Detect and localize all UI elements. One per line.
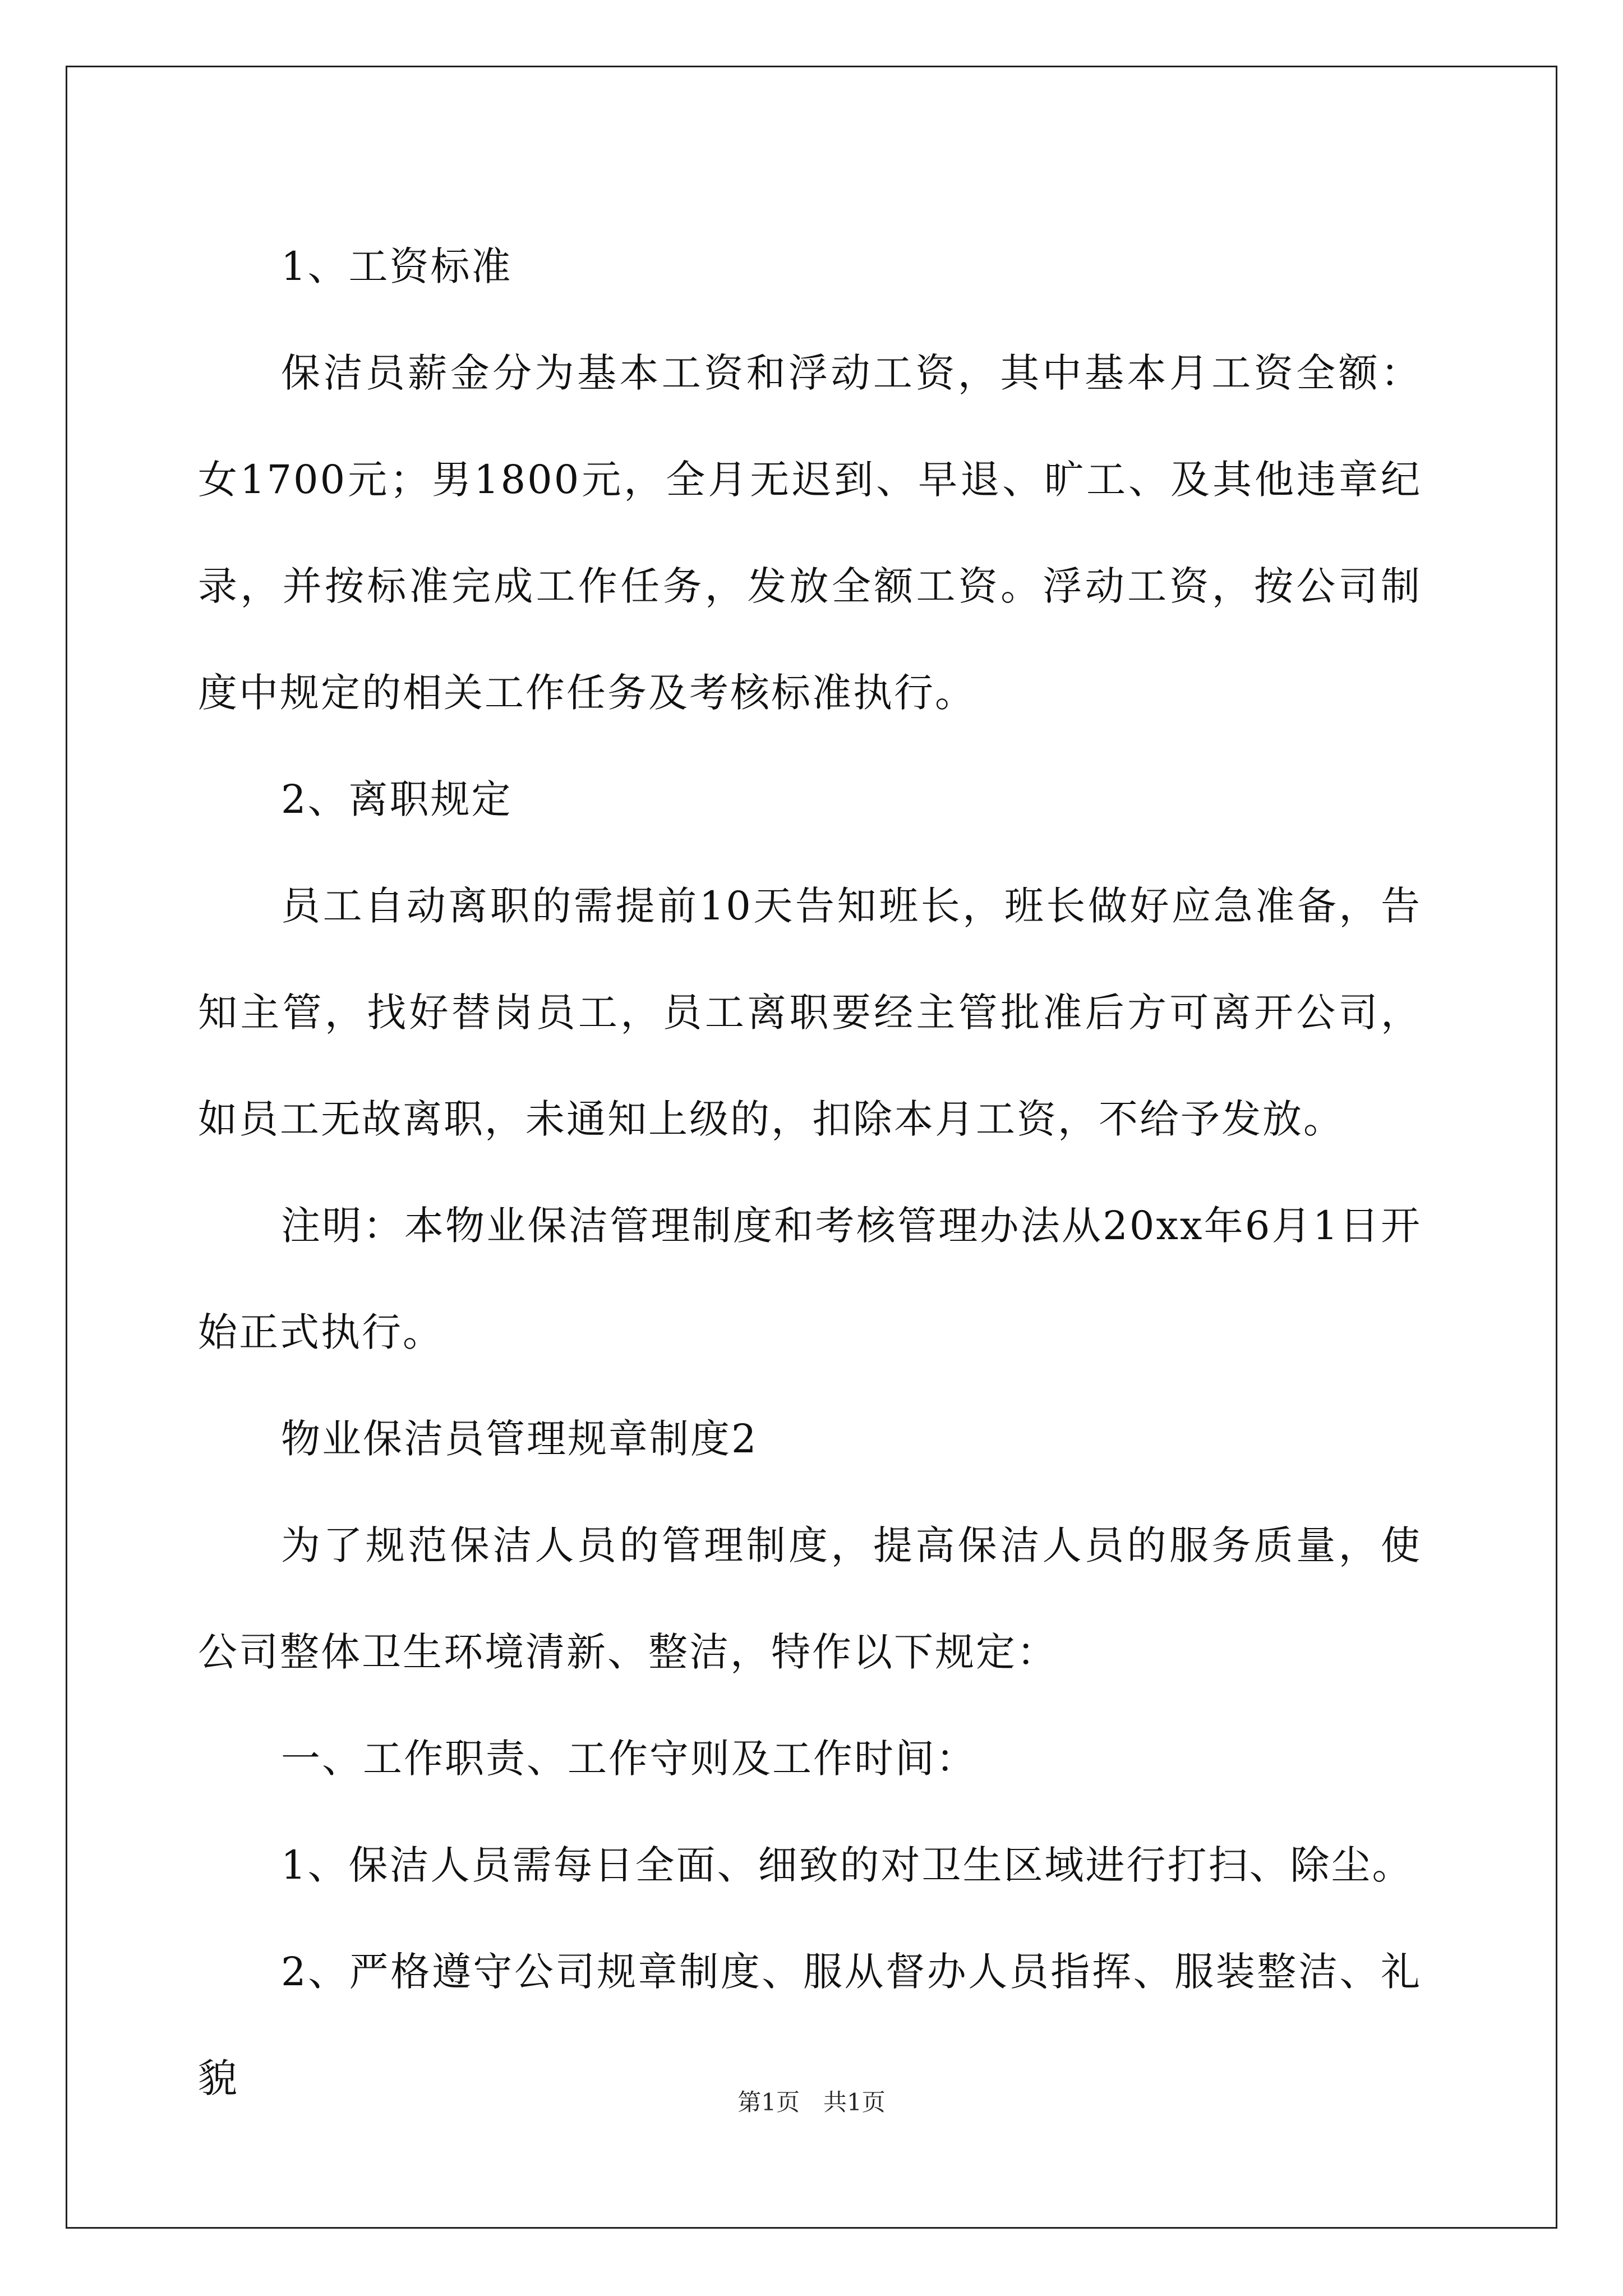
section-heading-duties: 一、工作职责、工作守则及工作时间：	[281, 1736, 977, 1782]
document-subtitle: 物业保洁员管理规章制度2	[281, 1416, 758, 1462]
paragraph-wage-details: 保洁员薪金分为基本工资和浮动工资，其中基本月工资全额：女1700元；男1800元，全月无迟到、早退、旷工、及其他违章纪录，并按标准完成工作任务，发放全额工资。浮动工资，按公司制度中规定的相关工作任务及考核标准执行。	[198, 350, 1422, 716]
page-footer	[0, 2086, 1623, 2119]
paragraph-resignation-details: 员工自动离职的需提前10天告知班长，班长做好应急准备，告知主管，找好替岗员工，员工离职要经主管批准后方可离开公司，如员工无故离职，未通知上级的，扣除本月工资，不给予发放。	[198, 883, 1422, 1142]
section-heading-wage-standard: 1、工资标准	[281, 243, 513, 289]
paragraph-purpose: 为了规范保洁人员的管理制度，提高保洁人员的服务质量，使公司整体卫生环境清新、整洁，特作以下规定：	[198, 1522, 1422, 1675]
section-heading-resignation: 2、离职规定	[281, 776, 513, 822]
page-number: 第1页	[737, 2088, 800, 2116]
page-total: 共1页	[823, 2088, 886, 2116]
paragraph-note: 注明：本物业保洁管理制度和考核管理办法从20xx年6月1日开始正式执行。	[198, 1203, 1422, 1355]
document-body	[198, 213, 1422, 2132]
list-item-duty-1: 1、保洁人员需每日全面、细致的对卫生区域进行打扫、除尘。	[281, 1842, 1413, 1888]
list-item-duty-2: 2、严格遵守公司规章制度、服从督办人员指挥、服装整洁、礼貌	[198, 1949, 1422, 2101]
